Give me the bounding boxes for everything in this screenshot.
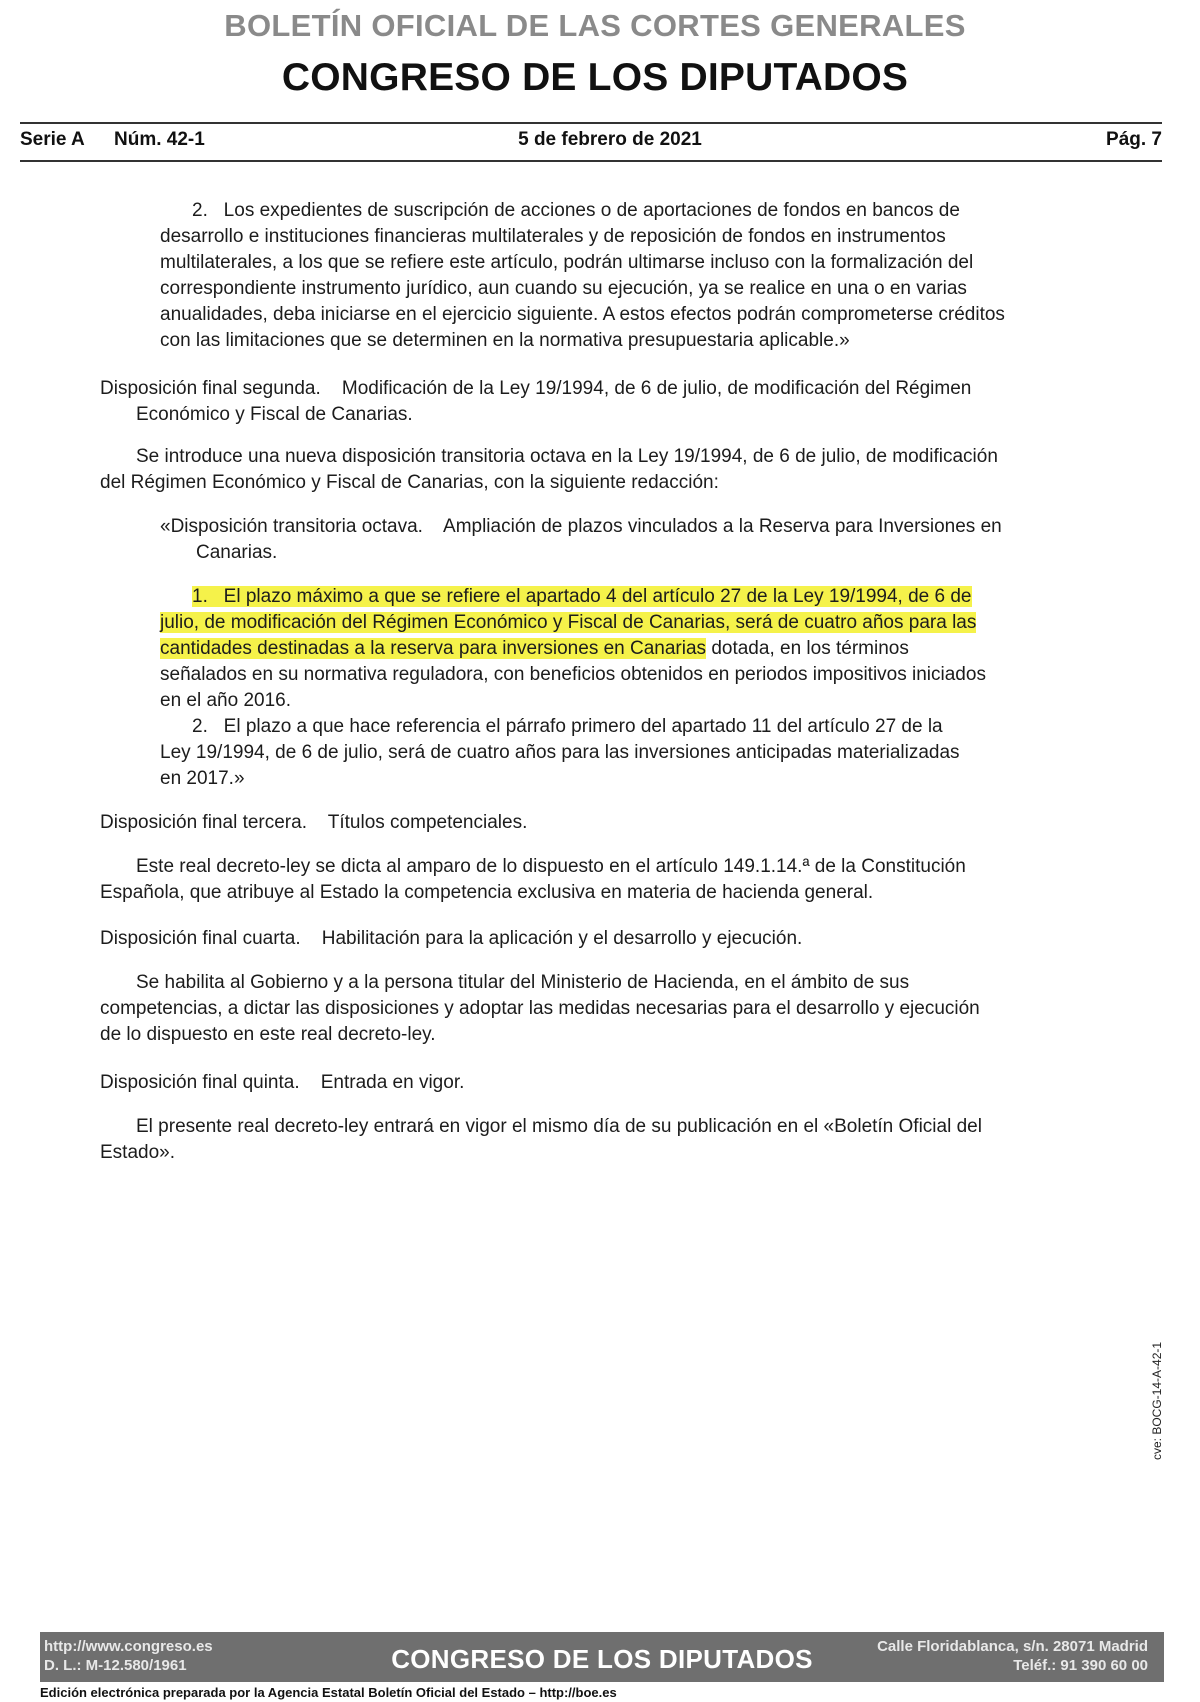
- heading-line: Canarias.: [196, 542, 278, 563]
- text-line: 2. Los expedientes de suscripción de acciones o de aportaciones de fondos en bancos de: [192, 200, 960, 221]
- issue-number: Núm. 42-1: [114, 129, 205, 150]
- text-line: en 2017.»: [160, 768, 245, 789]
- heading-final-quinta: Disposición final quinta. Entrada en vigor.: [100, 1072, 465, 1093]
- text-line: desarrollo e instituciones financieras multilaterales y de reposición de fondos en instrumentos: [160, 226, 946, 247]
- text-line: Ley 19/1994, de 6 de julio, será de cuatro años para las inversiones anticipadas materializadas: [160, 742, 960, 763]
- text-line: de lo dispuesto en este real decreto-ley.: [100, 1024, 436, 1045]
- text-line: correspondiente instrumento jurídico, aun cuando su ejecución, ya se realice en una o en varias: [160, 278, 967, 299]
- highlight-span: julio, de modificación del Régimen Económico y Fiscal de Canarias, será de cuatro años para las: [160, 612, 977, 633]
- text-line: Este real decreto-ley se dicta al amparo de lo dispuesto en el artículo 149.1.14.ª de la Constitución: [136, 856, 966, 877]
- heading-line: Disposición final segunda. Modificación de la Ley 19/1994, de 6 de julio, de modificación del Régimen: [100, 378, 972, 399]
- text-line: Se habilita al Gobierno y a la persona titular del Ministerio de Hacienda, en el ámbito de sus: [136, 972, 910, 993]
- header-rule-top: [20, 122, 1162, 124]
- text-line: multilaterales, a los que se refiere este artículo, podrán ultimarse incluso con la formalización del: [160, 252, 974, 273]
- cve-code: cve: BOCG-14-A-42-1: [1150, 1341, 1164, 1460]
- text-line: en el año 2016.: [160, 690, 292, 711]
- text-line: anualidades, deba iniciarse en el ejercicio siguiente. A estos efectos podrán comprometerse créditos: [160, 304, 1005, 325]
- footer-bar: [40, 1632, 1164, 1682]
- highlight-span: 1. El plazo máximo a que se refiere el apartado 4 del artículo 27 de la Ley 19/1994, de 6 de: [192, 586, 972, 607]
- heading-final-cuarta: Disposición final cuarta. Habilitación para la aplicación y el desarrollo y ejecución.: [100, 928, 803, 949]
- text-line: Española, que atribuye al Estado la competencia exclusiva en materia de hacienda general.: [100, 882, 874, 903]
- text-line: Se introduce una nueva disposición transitoria octava en la Ley 19/1994, de 6 de julio, de modificación: [136, 446, 998, 467]
- publication-date: 5 de febrero de 2021: [518, 129, 702, 150]
- edition-note: Edición electrónica preparada por la Agencia Estatal Boletín Oficial del Estado – http://boe.es: [40, 1685, 617, 1700]
- footer-address: Calle Floridablanca, s/n. 28071 Madrid: [877, 1638, 1148, 1655]
- text-line: competencias, a dictar las disposiciones y adoptar las medidas necesarias para el desarrollo y ejecución: [100, 998, 980, 1019]
- header-meta-row: [20, 129, 1162, 155]
- footer-chamber: CONGRESO DE LOS DIPUTADOS: [391, 1644, 813, 1674]
- text-line: Estado».: [100, 1142, 175, 1163]
- series-label: Serie A: [20, 129, 85, 150]
- text-line: El presente real decreto-ley entrará en vigor el mismo día de su publicación en el «Boletín Oficial del: [136, 1116, 982, 1137]
- bulletin-title: BOLETÍN OFICIAL DE LAS CORTES GENERALES: [224, 8, 966, 43]
- text-line: 2. El plazo a que hace referencia el párrafo primero del apartado 11 del artículo 27 de la: [192, 716, 943, 737]
- footer-legal-deposit: D. L.: M-12.580/1961: [44, 1657, 187, 1674]
- text-span: dotada, en los términos: [706, 638, 909, 659]
- highlighted-line: [160, 610, 1092, 636]
- footer-phone: Teléf.: 91 390 60 00: [1013, 1657, 1148, 1674]
- chamber-title: CONGRESO DE LOS DIPUTADOS: [281, 56, 909, 99]
- footer-url-link[interactable]: http://www.congreso.es: [44, 1638, 213, 1655]
- text-line: del Régimen Económico y Fiscal de Canarias, con la siguiente redacción:: [100, 472, 719, 493]
- heading-line: Económico y Fiscal de Canarias.: [136, 404, 413, 425]
- footer-right: [877, 1637, 1148, 1675]
- text-line: señalados en su normativa reguladora, con beneficios obtenidos en periodos impositivos iniciados: [160, 664, 986, 685]
- page-number: Pág. 7: [1106, 129, 1162, 150]
- text-line: con las limitaciones que se determinen en la normativa presupuestaria aplicable.»: [160, 330, 850, 351]
- highlighted-line: [192, 584, 1092, 610]
- heading-final-tercera: Disposición final tercera. Títulos competenciales.: [100, 812, 528, 833]
- header-rule-bottom: [20, 160, 1162, 162]
- mixed-line: [160, 636, 1092, 662]
- heading-line: «Disposición transitoria octava. Ampliación de plazos vinculados a la Reserva para Inversiones en: [160, 516, 1002, 537]
- highlight-span: cantidades destinadas a la reserva para inversiones en Canarias: [160, 638, 707, 659]
